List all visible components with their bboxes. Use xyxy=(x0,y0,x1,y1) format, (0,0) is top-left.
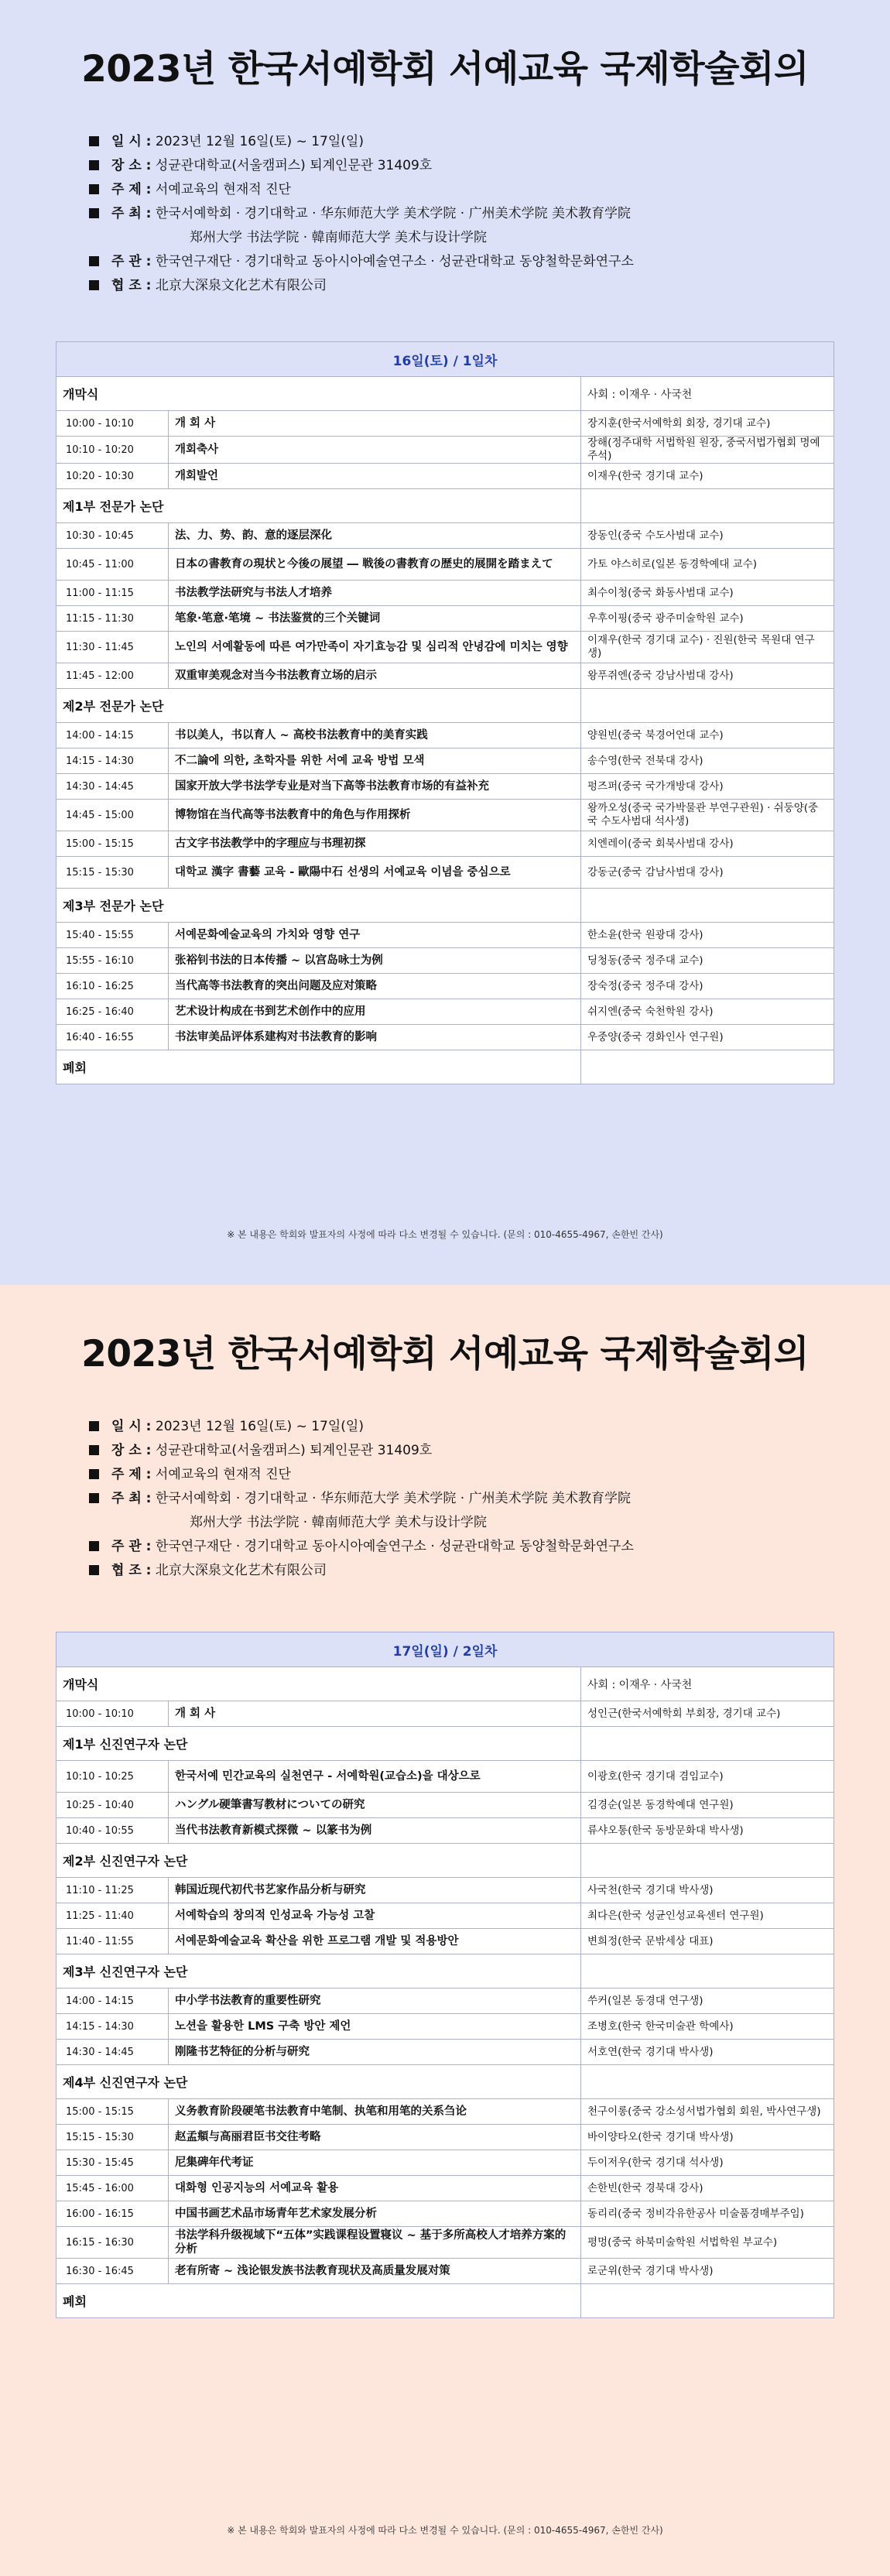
info-value: 서예교육의 현재적 진단 xyxy=(155,1467,291,1482)
time-cell: 11:00 - 11:15 xyxy=(56,581,169,606)
speaker-cell: 우중양(중국 경화인사 연구원) xyxy=(581,1025,834,1050)
info-label: 주 최 : xyxy=(111,206,152,221)
session-row xyxy=(56,2284,834,2318)
title-cell: 개회축사 xyxy=(169,437,581,464)
info-row xyxy=(89,202,634,226)
time-cell: 15:00 - 15:15 xyxy=(56,831,169,857)
info-value: 한국연구재단 · 경기대학교 동아시아예술연구소 · 성균관대학교 동양철학문화연구소 xyxy=(155,254,634,269)
info-row xyxy=(89,178,634,202)
session-row xyxy=(56,1844,834,1878)
speaker-cell: 동리리(중국 정비각유한공사 미술품경매부주임) xyxy=(581,2201,834,2227)
schedule-row xyxy=(56,948,834,974)
time-cell: 14:15 - 14:30 xyxy=(56,2014,169,2040)
speaker-cell: 두이저우(한국 경기대 석사생) xyxy=(581,2150,834,2176)
session-row xyxy=(56,689,834,723)
bullet-square-icon xyxy=(89,1541,99,1551)
schedule-row xyxy=(56,1025,834,1050)
day1-poster xyxy=(0,0,890,1285)
session-moderator xyxy=(581,1844,834,1878)
schedule-row xyxy=(56,1761,834,1793)
bullet-square-icon xyxy=(89,1565,99,1575)
bullet-square-icon xyxy=(89,1493,99,1503)
speaker-cell: 장지훈(한국서예학회 회장, 경기대 교수) xyxy=(581,411,834,437)
title-cell: 赵孟頫与高丽君臣书交往考略 xyxy=(169,2125,581,2150)
session-row xyxy=(56,1667,834,1701)
info-label: 협 조 : xyxy=(111,1563,152,1578)
schedule-row xyxy=(56,974,834,999)
session-title: 제3부 전문가 논단 xyxy=(56,889,581,923)
session-title: 폐회 xyxy=(56,2284,581,2318)
title-cell: 刚隆书艺特征的分析与研究 xyxy=(169,2040,581,2065)
session-title: 폐회 xyxy=(56,1050,581,1084)
title-cell: 韩国近现代初代书艺家作品分析与研究 xyxy=(169,1878,581,1903)
time-cell: 14:00 - 14:15 xyxy=(56,723,169,748)
speaker-cell: 왕푸쥐엔(중국 강남사범대 강사) xyxy=(581,663,834,689)
time-cell: 16:10 - 16:25 xyxy=(56,974,169,999)
time-cell: 15:30 - 15:45 xyxy=(56,2150,169,2176)
time-cell: 14:30 - 14:45 xyxy=(56,774,169,800)
schedule-table-day1 xyxy=(56,341,834,1084)
speaker-cell: 장해(정주대학 서법학원 원장, 중국서법가협회 명예주석) xyxy=(581,437,834,464)
time-cell: 16:40 - 16:55 xyxy=(56,1025,169,1050)
schedule-row xyxy=(56,632,834,663)
time-cell: 10:00 - 10:10 xyxy=(56,1701,169,1727)
time-cell: 10:10 - 10:20 xyxy=(56,437,169,464)
schedule-row xyxy=(56,2259,834,2284)
speaker-cell: 한소윤(한국 원광대 강사) xyxy=(581,923,834,948)
time-cell: 14:30 - 14:45 xyxy=(56,2040,169,2065)
bullet-square-icon xyxy=(89,136,99,146)
bullet-square-icon xyxy=(89,280,99,290)
time-cell: 10:45 - 11:00 xyxy=(56,549,169,581)
page-title: 2023년 한국서예학회 서예교육 국제학술회의 xyxy=(81,48,809,91)
schedule-row xyxy=(56,774,834,800)
schedule-row xyxy=(56,831,834,857)
session-title: 제3부 신진연구자 논단 xyxy=(56,1954,581,1989)
title-cell: 서예문화예술교육의 가치와 영향 연구 xyxy=(169,923,581,948)
time-cell: 14:15 - 14:30 xyxy=(56,748,169,774)
info-value: 한국서예학회 · 경기대학교 · 华东师范大学 美术学院 · 广州美术学院 美术教育学院 xyxy=(155,1491,631,1506)
speaker-cell: 양원빈(중국 북경어언대 교수) xyxy=(581,723,834,748)
info-value: 2023년 12월 16일(토) ~ 17일(일) xyxy=(155,1419,364,1434)
bullet-square-icon xyxy=(89,208,99,218)
title-cell: 法、力、势、韵、意的逐层深化 xyxy=(169,523,581,549)
title-cell: 노인의 서예활동에 따른 여가만족이 자기효능감 및 심리적 안녕감에 미치는 영향 xyxy=(169,632,581,663)
title-cell: 书法教学法研究与书法人才培养 xyxy=(169,581,581,606)
session-row xyxy=(56,1727,834,1761)
session-title: 개막식 xyxy=(56,1667,581,1701)
schedule-row xyxy=(56,999,834,1025)
schedule-row xyxy=(56,923,834,948)
speaker-cell: 쑤커(일본 동경대 연구생) xyxy=(581,1989,834,2014)
schedule-row xyxy=(56,857,834,889)
title-cell: 中国书画艺术品市场青年艺术家发展分析 xyxy=(169,2201,581,2227)
session-moderator xyxy=(581,489,834,523)
speaker-cell: 변희정(한국 문밖세상 대표) xyxy=(581,1929,834,1954)
title-cell: 古文字书法教学中的字理应与书理初探 xyxy=(169,831,581,857)
title-cell: 义务教育阶段硬笔书法教育中笔制、执笔和用笔的关系刍论 xyxy=(169,2099,581,2125)
time-cell: 14:45 - 15:00 xyxy=(56,800,169,831)
speaker-cell: 류샤오통(한국 동방문화대 박사생) xyxy=(581,1818,834,1844)
schedule-row xyxy=(56,2201,834,2227)
info-label: 주 관 : xyxy=(111,1539,152,1554)
footnote: ※ 본 내용은 학회와 발표자의 사정에 따라 다소 변경될 수 있습니다. (문의 : 010-4655-4967, 손한빈 간사) xyxy=(227,2525,663,2536)
schedule-row xyxy=(56,411,834,437)
info-value: 2023년 12월 16일(토) ~ 17일(일) xyxy=(155,134,364,149)
session-title: 제2부 전문가 논단 xyxy=(56,689,581,723)
time-cell: 11:30 - 11:45 xyxy=(56,632,169,663)
event-info xyxy=(89,130,634,298)
session-title: 제4부 신진연구자 논단 xyxy=(56,2065,581,2099)
title-cell: 笔象·笔意·笔境 ~ 书法鉴赏的三个关键词 xyxy=(169,606,581,632)
session-title: 제1부 신진연구자 논단 xyxy=(56,1727,581,1761)
session-moderator xyxy=(581,2065,834,2099)
speaker-cell: 이재우(한국 경기대 교수) xyxy=(581,464,834,489)
session-moderator xyxy=(581,689,834,723)
session-moderator xyxy=(581,1050,834,1084)
title-cell: ハングル硬筆書写教材についての研究 xyxy=(169,1793,581,1818)
session-moderator xyxy=(581,1954,834,1989)
bullet-square-icon xyxy=(89,1421,99,1431)
info-value: 한국서예학회 · 경기대학교 · 华东师范大学 美术学院 · 广州美术学院 美术教育学院 xyxy=(155,206,631,221)
time-cell: 16:30 - 16:45 xyxy=(56,2259,169,2284)
info-value: 성균관대학교(서울캠퍼스) 퇴계인문관 31409호 xyxy=(155,1443,433,1458)
info-value: 北京大深泉文化艺术有限公司 xyxy=(155,278,327,293)
title-cell: 대학교 漢字 書藝 교육 - 歐陽中石 선생의 서예교육 이념을 중심으로 xyxy=(169,857,581,889)
speaker-cell: 가토 야스히로(일본 동경학예대 교수) xyxy=(581,549,834,581)
schedule-row xyxy=(56,2125,834,2150)
info-label: 주 제 : xyxy=(111,1467,152,1482)
info-label: 일 시 : xyxy=(111,1419,152,1434)
speaker-cell: 이재우(한국 경기대 교수) · 진원(한국 목원대 연구생) xyxy=(581,632,834,663)
schedule-row xyxy=(56,1989,834,2014)
info-value: 北京大深泉文化艺术有限公司 xyxy=(155,1563,327,1578)
session-row xyxy=(56,489,834,523)
schedule-row xyxy=(56,1903,834,1929)
schedule-row xyxy=(56,748,834,774)
schedule-row xyxy=(56,2150,834,2176)
time-cell: 15:45 - 16:00 xyxy=(56,2176,169,2201)
schedule-row xyxy=(56,2227,834,2259)
speaker-cell: 최다은(한국 성균인성교육센터 연구원) xyxy=(581,1903,834,1929)
speaker-cell: 평멍(중국 하북미술학원 서법학원 부교수) xyxy=(581,2227,834,2259)
speaker-cell: 장동인(중국 수도사범대 교수) xyxy=(581,523,834,549)
session-row xyxy=(56,2065,834,2099)
schedule-row xyxy=(56,437,834,464)
info-label: 장 소 : xyxy=(111,1443,152,1458)
schedule-row xyxy=(56,1701,834,1727)
speaker-cell: 이광호(한국 경기대 겸임교수) xyxy=(581,1761,834,1793)
title-cell: 书法学科升级视域下“五体”实践课程设置寝议 ~ 基于多所高校人才培养方案的分析 xyxy=(169,2227,581,2259)
session-title: 개막식 xyxy=(56,377,581,411)
title-cell: 国家开放大学书法学专业是对当下高等书法教育市场的有益补充 xyxy=(169,774,581,800)
schedule-row xyxy=(56,549,834,581)
speaker-cell: 천구이롱(중국 강소성서법가협회 회원, 박사연구생) xyxy=(581,2099,834,2125)
session-moderator xyxy=(581,889,834,923)
schedule-row xyxy=(56,523,834,549)
schedule-row xyxy=(56,464,834,489)
day-header-row xyxy=(56,342,834,377)
speaker-cell: 최수이청(중국 화동사범대 교수) xyxy=(581,581,834,606)
time-cell: 16:15 - 16:30 xyxy=(56,2227,169,2259)
title-cell: 日本の書教育の現状と今後の展望 ― 戦後の書教育の歴史的展開を踏まえて xyxy=(169,549,581,581)
info-row xyxy=(89,1463,634,1487)
schedule-row xyxy=(56,606,834,632)
bullet-square-icon xyxy=(89,1469,99,1479)
time-cell: 11:10 - 11:25 xyxy=(56,1878,169,1903)
info-label: 주 최 : xyxy=(111,1491,152,1506)
title-cell: 개 회 사 xyxy=(169,1701,581,1727)
info-row xyxy=(89,1535,634,1559)
session-row xyxy=(56,889,834,923)
schedule-row xyxy=(56,800,834,831)
info-row xyxy=(89,1511,634,1535)
schedule-row xyxy=(56,1878,834,1903)
title-cell: 艺术设计构成在书到艺术创作中的应用 xyxy=(169,999,581,1025)
bullet-square-icon xyxy=(89,256,99,266)
time-cell: 15:00 - 15:15 xyxy=(56,2099,169,2125)
bullet-square-icon xyxy=(89,160,99,170)
schedule-row xyxy=(56,2099,834,2125)
info-row xyxy=(89,226,634,250)
title-cell: 当代书法教育新模式探微 ~ 以篆书为例 xyxy=(169,1818,581,1844)
session-moderator: 사회 : 이재우 · 사국천 xyxy=(581,1667,834,1701)
time-cell: 16:00 - 16:15 xyxy=(56,2201,169,2227)
time-cell: 14:00 - 14:15 xyxy=(56,1989,169,2014)
time-cell: 11:25 - 11:40 xyxy=(56,1903,169,1929)
time-cell: 15:15 - 15:30 xyxy=(56,2125,169,2150)
session-moderator xyxy=(581,1727,834,1761)
speaker-cell: 사국천(한국 경기대 박사생) xyxy=(581,1878,834,1903)
info-row xyxy=(89,1415,634,1439)
title-cell: 博物馆在当代高等书法教育中的角色与作用探析 xyxy=(169,800,581,831)
time-cell: 10:30 - 10:45 xyxy=(56,523,169,549)
schedule-row xyxy=(56,2176,834,2201)
title-cell: 老有所寄 ~ 浅论银发族书法教育现状及高质量发展对策 xyxy=(169,2259,581,2284)
speaker-cell: 로군위(한국 경기대 박사생) xyxy=(581,2259,834,2284)
info-row xyxy=(89,274,634,298)
info-row xyxy=(89,154,634,178)
schedule-table-day2 xyxy=(56,1632,834,2318)
info-value: 서예교육의 현재적 진단 xyxy=(155,182,291,197)
title-cell: 노션을 활용한 LMS 구축 방안 제언 xyxy=(169,2014,581,2040)
session-row xyxy=(56,1954,834,1989)
page-title: 2023년 한국서예학회 서예교육 국제학술회의 xyxy=(81,1333,809,1375)
session-row xyxy=(56,377,834,411)
schedule-row xyxy=(56,723,834,748)
session-row xyxy=(56,1050,834,1084)
speaker-cell: 장숙정(중국 정주대 강사) xyxy=(581,974,834,999)
time-cell: 15:40 - 15:55 xyxy=(56,923,169,948)
info-row xyxy=(89,1487,634,1511)
title-cell: 张裕钊书法的日本传播 ~ 以宫岛咏士为例 xyxy=(169,948,581,974)
info-label: 주 관 : xyxy=(111,254,152,269)
title-cell: 当代高等书法教育的突出问题及应对策略 xyxy=(169,974,581,999)
title-cell: 尼集碑年代考证 xyxy=(169,2150,581,2176)
speaker-cell: 왕까오성(중국 국가박물관 부연구관원) · 쉬둥양(중국 수도사범대 석사생) xyxy=(581,800,834,831)
time-cell: 15:55 - 16:10 xyxy=(56,948,169,974)
time-cell: 10:10 - 10:25 xyxy=(56,1761,169,1793)
time-cell: 15:15 - 15:30 xyxy=(56,857,169,889)
speaker-cell: 서호연(한국 경기대 박사생) xyxy=(581,2040,834,2065)
info-value: 한국연구재단 · 경기대학교 동아시아예술연구소 · 성균관대학교 동양철학문화연구소 xyxy=(155,1539,634,1554)
title-cell: 서예학습의 창의적 인성교육 가능성 고찰 xyxy=(169,1903,581,1929)
time-cell: 11:45 - 12:00 xyxy=(56,663,169,689)
title-cell: 中小学书法教育的重要性研究 xyxy=(169,1989,581,2014)
title-cell: 서예문화예술교육 확산을 위한 프로그램 개발 및 적용방안 xyxy=(169,1929,581,1954)
schedule-row xyxy=(56,1793,834,1818)
session-title: 제2부 신진연구자 논단 xyxy=(56,1844,581,1878)
speaker-cell: 치엔레이(중국 회북사범대 강사) xyxy=(581,831,834,857)
title-cell: 한국서예 민간교육의 실천연구 - 서예학원(교습소)을 대상으로 xyxy=(169,1761,581,1793)
title-cell: 不二論에 의한, 초학자를 위한 서예 교육 방법 모색 xyxy=(169,748,581,774)
bullet-square-icon xyxy=(89,1445,99,1455)
bullet-square-icon xyxy=(89,184,99,194)
title-cell: 双重审美观念对当今书法教育立场的启示 xyxy=(169,663,581,689)
day2-poster xyxy=(0,1285,890,2576)
speaker-cell: 조병호(한국 한국미술관 학예사) xyxy=(581,2014,834,2040)
info-row xyxy=(89,130,634,154)
day-header: 16일(토) / 1일차 xyxy=(56,342,834,377)
speaker-cell: 우후이핑(중국 광주미술학원 교수) xyxy=(581,606,834,632)
info-label: 협 조 : xyxy=(111,278,152,293)
time-cell: 11:40 - 11:55 xyxy=(56,1929,169,1954)
time-cell: 16:25 - 16:40 xyxy=(56,999,169,1025)
schedule-row xyxy=(56,1929,834,1954)
time-cell: 10:20 - 10:30 xyxy=(56,464,169,489)
time-cell: 10:00 - 10:10 xyxy=(56,411,169,437)
speaker-cell: 강동군(중국 감남사범대 강사) xyxy=(581,857,834,889)
info-label: 주 제 : xyxy=(111,182,152,197)
schedule-row xyxy=(56,2040,834,2065)
schedule-row xyxy=(56,663,834,689)
footnote: ※ 본 내용은 학회와 발표자의 사정에 따라 다소 변경될 수 있습니다. (문의 : 010-4655-4967, 손한빈 간사) xyxy=(227,1229,663,1240)
schedule-row xyxy=(56,581,834,606)
info-row xyxy=(89,1439,634,1463)
day-header: 17일(일) / 2일차 xyxy=(56,1632,834,1667)
info-value: 성균관대학교(서울캠퍼스) 퇴계인문관 31409호 xyxy=(155,158,433,173)
speaker-cell: 성인근(한국서예학회 부회장, 경기대 교수) xyxy=(581,1701,834,1727)
day-header-row xyxy=(56,1632,834,1667)
speaker-cell: 펑즈퍼(중국 국가개방대 강사) xyxy=(581,774,834,800)
speaker-cell: 김경순(일본 동경학예대 연구원) xyxy=(581,1793,834,1818)
title-cell: 书法审美品评体系建构对书法教育的影响 xyxy=(169,1025,581,1050)
speaker-cell: 바이양타오(한국 경기대 박사생) xyxy=(581,2125,834,2150)
schedule-row xyxy=(56,1818,834,1844)
info-value: 郑州大学 书法学院 · 韓南师范大学 美术与设计学院 xyxy=(190,1515,488,1530)
schedule-row xyxy=(56,2014,834,2040)
time-cell: 11:15 - 11:30 xyxy=(56,606,169,632)
info-value: 郑州大学 书法学院 · 韓南师范大学 美术与设计学院 xyxy=(190,230,488,245)
info-row xyxy=(89,1559,634,1583)
info-row xyxy=(89,250,634,274)
session-moderator xyxy=(581,2284,834,2318)
title-cell: 대화형 인공지능의 서예교육 활용 xyxy=(169,2176,581,2201)
title-cell: 개회발언 xyxy=(169,464,581,489)
speaker-cell: 송수영(한국 전북대 강사) xyxy=(581,748,834,774)
speaker-cell: 손한빈(한국 경북대 강사) xyxy=(581,2176,834,2201)
title-cell: 书以美人，书以育人 ~ 高校书法教育中的美育实践 xyxy=(169,723,581,748)
title-cell: 개 회 사 xyxy=(169,411,581,437)
time-cell: 10:40 - 10:55 xyxy=(56,1818,169,1844)
info-label: 장 소 : xyxy=(111,158,152,173)
session-moderator: 사회 : 이재우 · 사국천 xyxy=(581,377,834,411)
speaker-cell: 쉬지엔(중국 숙천학원 강사) xyxy=(581,999,834,1025)
event-info xyxy=(89,1415,634,1583)
info-label: 일 시 : xyxy=(111,134,152,149)
speaker-cell: 딩청동(중국 정주대 교수) xyxy=(581,948,834,974)
time-cell: 10:25 - 10:40 xyxy=(56,1793,169,1818)
session-title: 제1부 전문가 논단 xyxy=(56,489,581,523)
